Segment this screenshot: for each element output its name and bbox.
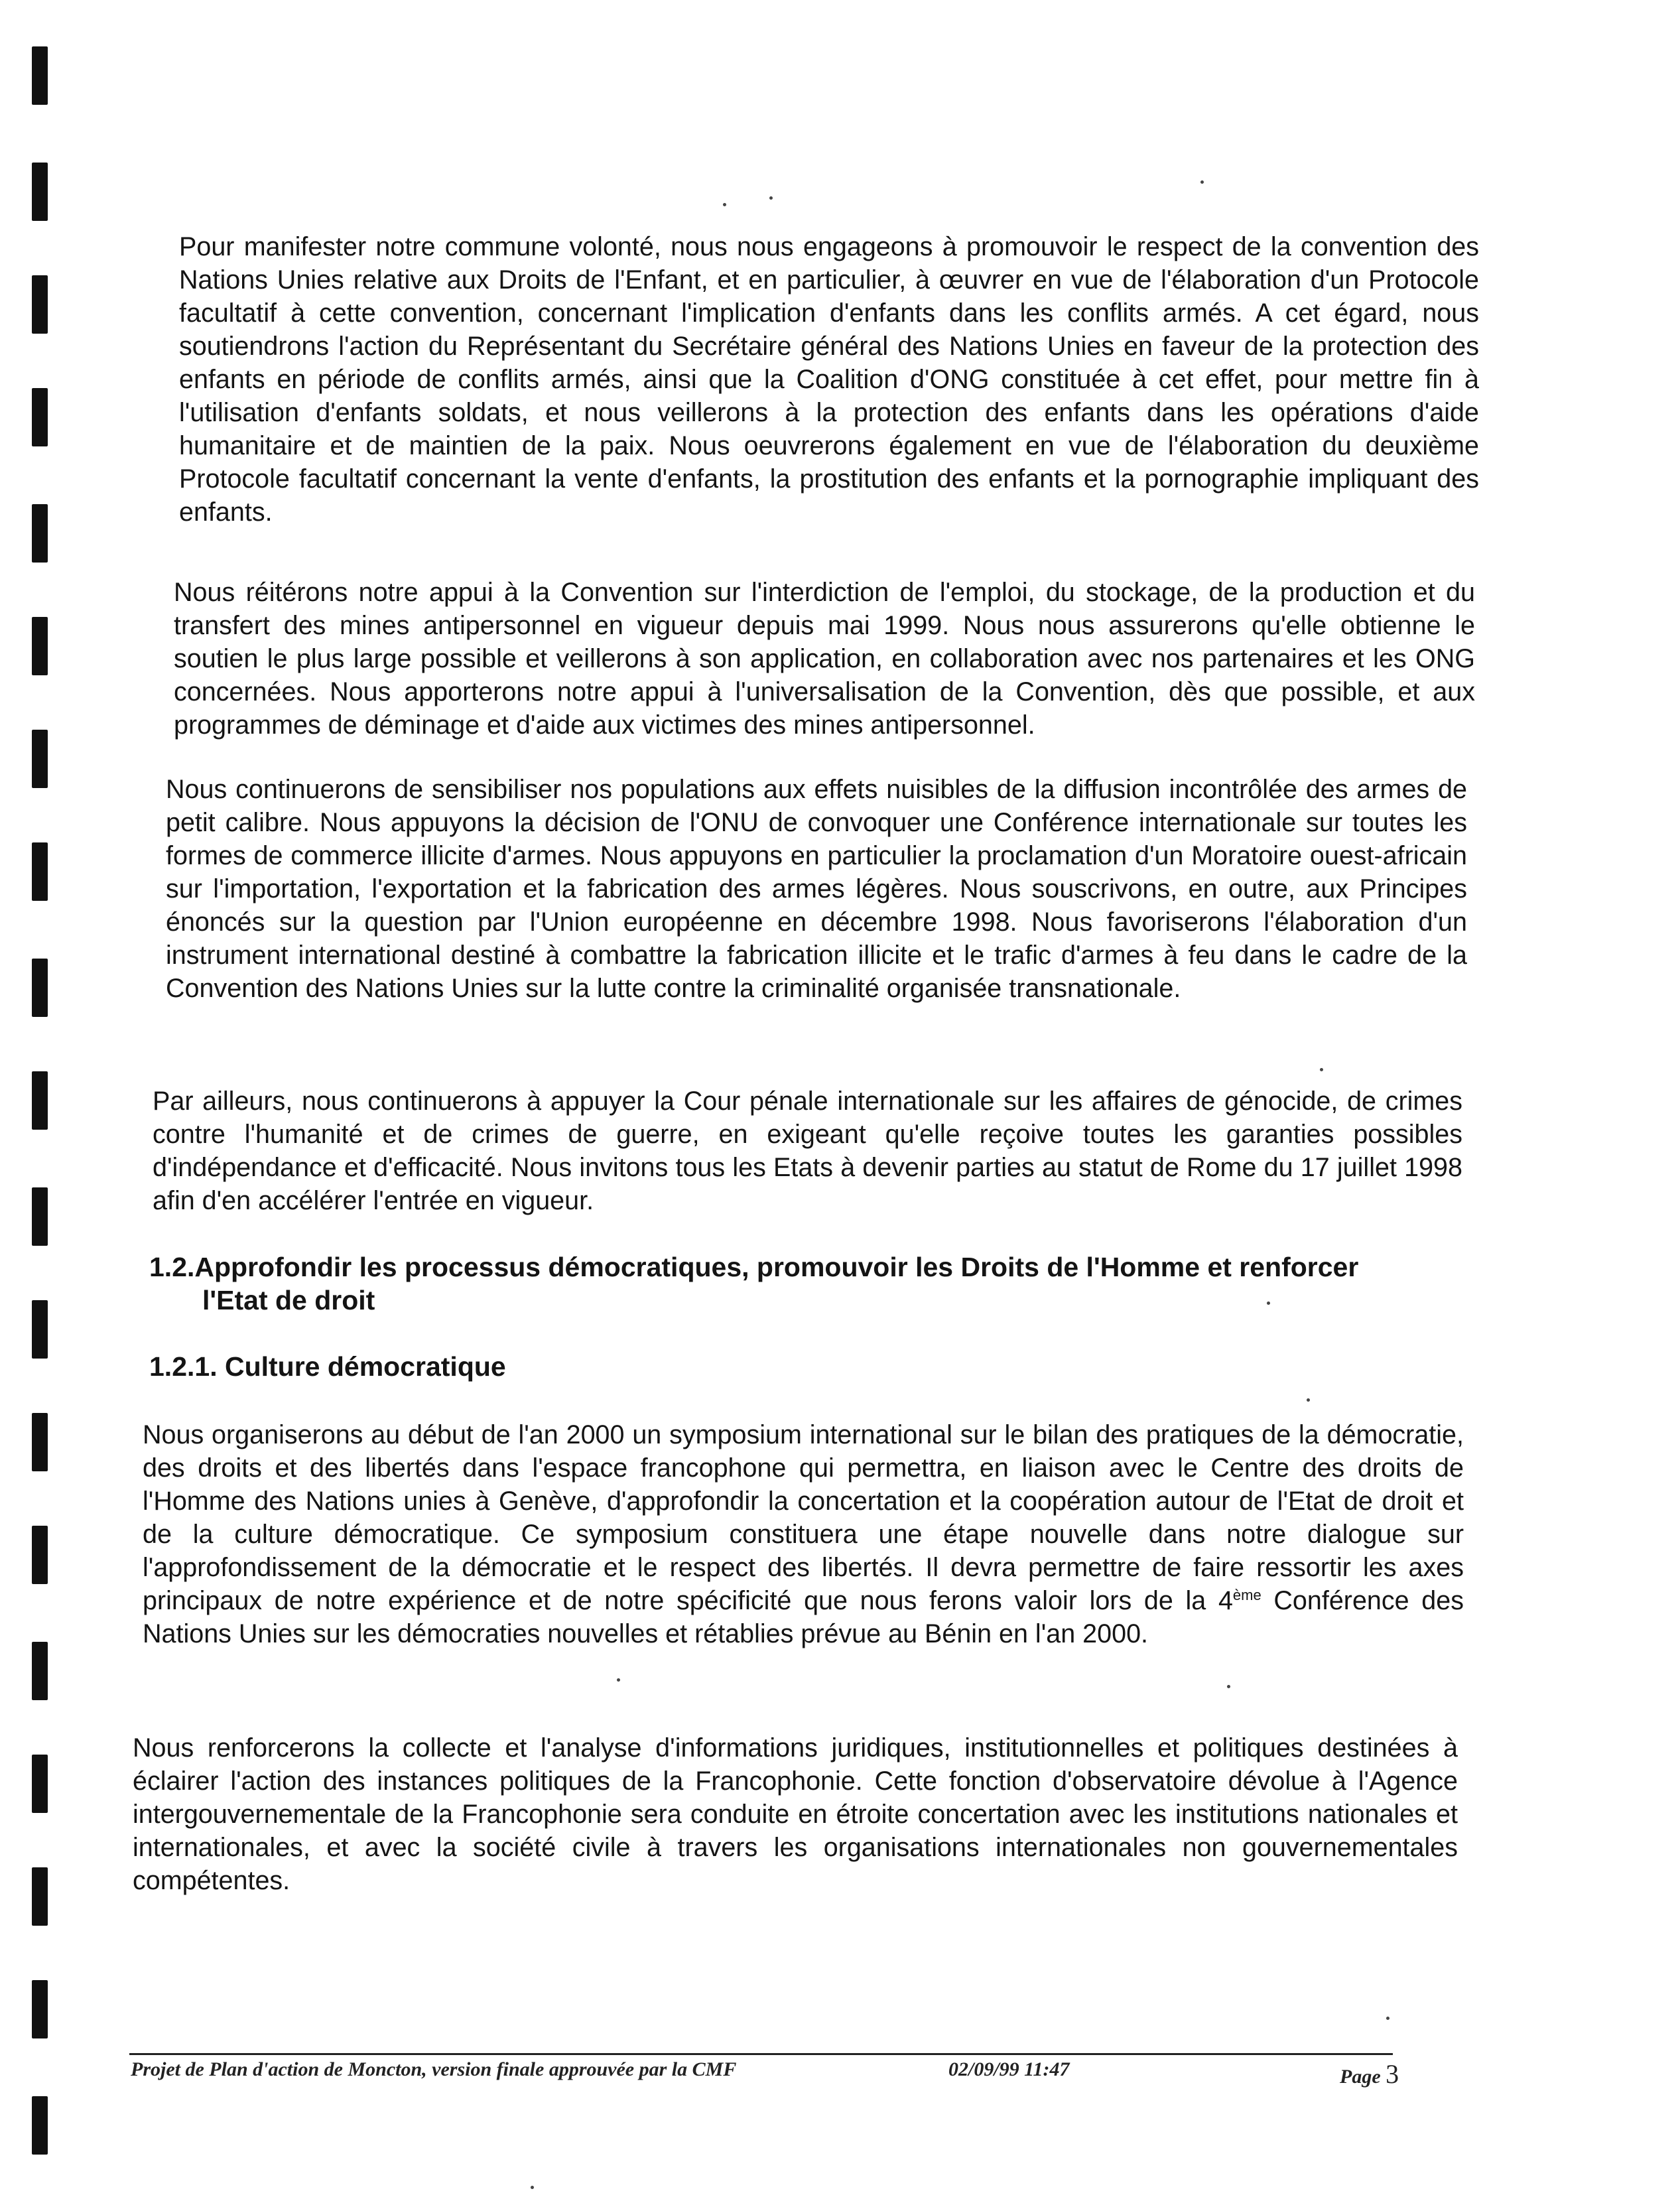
paragraph-observatory-function: Nous renforcerons la collecte et l'analyse d'informations juridiques, institutionnelles et politiques destinées à éclairer l'action des instances politiques de la Francophonie. Cette fonction d'observatoire dévolue à l'Agence intergouvernementale de la Francophonie sera conduite en étroite concertation avec les institutions nationales et internationales, et avec la société civile à travers les organisations internationales non gouvernementales compétentes. [133,1733,1458,1895]
section-heading-1-2-line2: l'Etat de droit [202,1285,375,1315]
scanner-edge-marks [32,0,58,2203]
paragraph-antipersonnel-mines: Nous réitérons notre appui à la Convention sur l'interdiction de l'emploi, du stockage, de la production et du transfert des mines antipersonnel en vigueur depuis mai 1999. Nous nous assurerons qu'elle obtienne le soutien le plus large possible et veillerons à son application, en collaboration avec nos partenaires et les ONG concernées. Nous apporterons notre appui à l'universalisation de la Convention, dès que possible, et aux programmes de déminage et d'aide aux victimes des mines antipersonnel. [174,578,1475,740]
footer-datetime: 02/09/99 11:47 [948,2058,1070,2080]
footer-divider [129,2053,1393,2055]
paragraph-international-criminal-court: Par ailleurs, nous continuerons à appuyer la Cour pénale internationale sur les affaires de génocide, de crimes contre l'humanité et de crimes de guerre, en exigeant qu'elle reçoive toutes les garanties possibles d'indépendance et d'efficacité. Nous invitons tous les Etats à devenir parties au statut de Rome du 17 juillet 1998 afin d'en accélérer l'entrée en vigueur. [153,1087,1462,1215]
paragraph-small-arms: Nous continuerons de sensibiliser nos populations aux effets nuisibles de la diffusion incontrôlée des armes de petit calibre. Nous appuyons la décision de l'ONU de convoquer une Conférence internationale sur toutes les formes de commerce illicite d'armes. Nous appuyons en particulier la proclamation d'un Moratoire ouest-africain sur l'importation, l'exportation et la fabrication des armes légères. Nous souscrivons, en outre, aux Principes énoncés sur la question par l'Union européenne en décembre 1998. Nous favoriserons l'élaboration d'un instrument international destiné à combattre la fabrication illicite et le trafic d'armes à feu dans le cadre de la Convention des Nations Unies sur la lutte contre la criminalité organisée transnationale. [166,775,1467,1003]
symposium-text-part2: Conférence des Nations Unies sur les démocraties nouvelles et rétablies prévue au Bénin en l'an 2000. [143,1586,1464,1648]
section-heading-1-2-line1: 1.2.Approfondir les processus démocratiques, promouvoir les Droits de l'Homme et renforcer [149,1252,1359,1282]
section-heading-1-2 [149,1250,1476,1317]
paragraph-rights-of-the-child: Pour manifester notre commune volonté, nous nous engageons à promouvoir le respect de la convention des Nations Unies relative aux Droits de l'Enfant, et en particulier, à œuvrer en vue de l'élaboration d'un Protocole facultatif à cette convention, concernant l'implication d'enfants dans les conflits armés. A cet égard, nous soutiendrons l'action du Représentant du Secrétaire général des Nations Unies en faveur de la protection des enfants en période de conflits armés, ainsi que la Coalition d'ONG constituée à cet effet, pour mettre fin à l'utilisation d'enfants soldats, et nous veillerons à la protection des enfants dans les opérations d'aide humanitaire et de maintien de la paix. Nous oeuvrerons également en vue de l'élaboration du deuxième Protocole facultatif concernant la vente d'enfants, la prostitution des enfants et la pornographie impliquant des enfants. [179,232,1479,527]
footer-page-label: Page [1340,2066,1381,2088]
symposium-text-part1: Nous organiserons au début de l'an 2000 un symposium international sur le bilan des pratiques de la démocratie, des droits et des libertés dans l'espace francophone qui permettra, en liaison avec le Centre des droits de l'Homme des Nations unies à Genève, d'approfondir la concertation et la coopération autour de l'Etat de droit et de la culture démocratique. Ce symposium constituera une étape nouvelle dans notre dialogue sur l'approfondissement de la démocratie et le respect des libertés. Il devra permettre de faire ressortir les axes principaux de notre expérience et de notre spécificité que nous ferons valoir lors de la 4 [143,1420,1464,1615]
section-heading-1-2-1: 1.2.1. Culture démocratique [149,1351,506,1382]
footer-page [1340,2058,1399,2090]
ordinal-superscript: ème [1232,1586,1261,1603]
paragraph-democracy-symposium [143,1418,1464,1650]
footer-document-title: Projet de Plan d'action de Moncton, version finale approuvée par la CMF [131,2058,737,2080]
footer-page-number: 3 [1386,2059,1399,2089]
